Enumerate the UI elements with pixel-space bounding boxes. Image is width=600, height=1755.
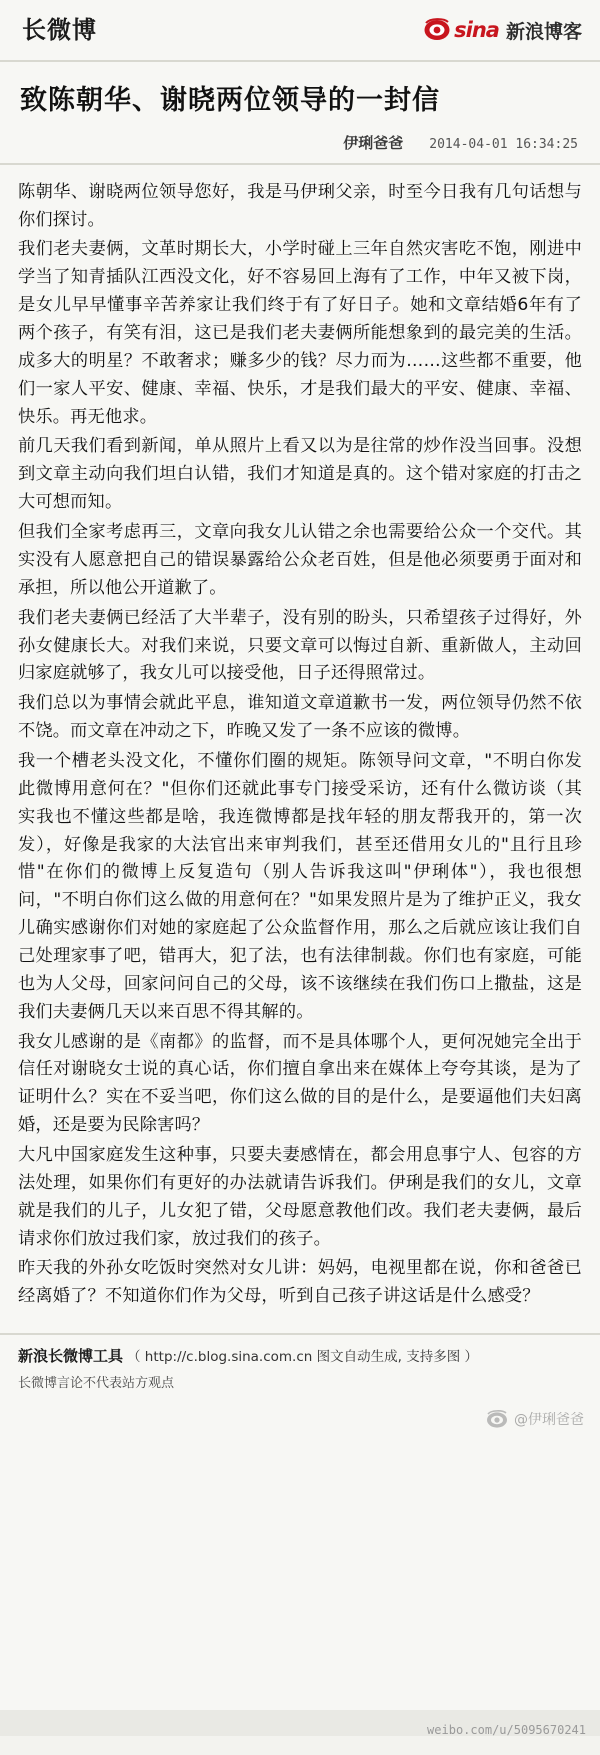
footer-tool-name: 新浪长微博工具 — [18, 1347, 124, 1366]
paragraph: 我女儿感谢的是《南都》的监督，而不是具体哪个人，更何况她完全出于信任对谢晓女士说的真心话，你们擅自拿出来在媒体上夸夸其谈，是为了证明什么？实在不妥当吧，你们这么做的目的是什么，是要逼他们夫妇离婚，还是要为民除害吗？ — [18, 1031, 582, 1136]
footer-disclaimer: 长微博言论不代表站方观点 — [18, 1376, 175, 1392]
watermark-username: @伊琍爸爸 — [514, 1412, 584, 1429]
paragraph: 前几天我们看到新闻，单从照片上看又以为是往常的炒作没当回事。没想到文章主动向我们坦白认错，我们才知道是真的。这个错对家庭的打击之大可想而知。 — [18, 436, 582, 513]
sina-blog-label: 新浪博客 — [505, 20, 582, 43]
paragraph: 昨天我的外孙女吃饭时突然对女儿讲：妈妈，电视里都在说，你和爸爸已经离婚了？不知道你们作为父母，听到自己孩子讲这话是什么感受？ — [18, 1258, 582, 1307]
card-header — [0, 0, 600, 62]
paragraph: 我们老夫妻俩，文革时期长大，小学时碰上三年自然灾害吃不饱，刚进中学当了知青插队江西没文化，好不容易回上海有了工作，中年又被下岗，是女儿早早懂事辛苦养家让我们终于有了好日子。她和文章结婚6年有了两个孩子，有笑有泪，这已是我们老夫妻俩所能想象到的最完美的生活。成多大的明星？不敢奢求；赚多少的钱？尽力而为……这些都不重要，他们一家人平安、健康、幸福、快乐，才是我们最大的平安、健康、幸福、快乐。再无他求。 — [18, 239, 582, 427]
paragraph: 我们老夫妻俩已经活了大半辈子，没有别的盼头，只希望孩子过得好，外孙女健康长大。对我们来说，只要文章可以悔过自新、重新做人，主动回归家庭就够了，我女儿可以接受他，日子还得照常过。 — [18, 607, 582, 684]
paragraph: 陈朝华、谢晓两位领导您好，我是马伊琍父亲，时至今日我有几句话想与你们探讨。 — [18, 181, 582, 230]
title-section — [0, 62, 600, 124]
paragraph: 大凡中国家庭发生这种事，只要夫妻感情在，都会用息事宁人、包容的方法处理，如果你们有更好的办法就请告诉我们。伊琍是我们的女儿，文章就是我们的儿子，儿女犯了错，父母愿意教他们改。我们老夫妻俩，最后请求你们放过我们家，放过我们的孩子。 — [18, 1144, 582, 1249]
weibo-eye-icon — [486, 1410, 508, 1428]
watermark-strip — [0, 1395, 600, 1437]
card-footer — [0, 1333, 600, 1395]
article-date: 2014-04-01 16:34:25 — [429, 136, 578, 152]
article-author: 伊琍爸爸 — [343, 133, 404, 152]
article-body — [0, 165, 600, 1323]
sina-wordmark: sina — [454, 18, 499, 42]
brand-long-weibo: 长微博 — [22, 16, 97, 44]
sina-blog-brand — [424, 17, 582, 44]
paragraph: 我一个槽老头没文化，不懂你们圈的规矩。陈领导问文章，"不明白你发此微博用意何在？"但你们还就此事专门接受采访，还有什么微访谈（其实我也不懂这些都是啥，我连微博都是找年轻的朋友帮我开的，第一次发），好像是我家的大法官出来审判我们，甚至还借用女儿的"且行且珍惜"在你们的微博上反复造句（别人告诉我这叫"伊琍体"），我也很想问，"不明白你们这么做的用意何在？"如果发照片是为了维护正义，我女儿确实感谢你们对她的家庭起了公众监督作用，那么之后就应该让我们自己处理家事了吧，错再大，犯了法，也有法律制裁。你们也有家庭，可能也为人父母，回家问问自己的父母，该不该继续在我们伤口上撒盐，这是我们夫妻俩几天以来百思不得其解的。 — [18, 750, 582, 1022]
sina-eye-icon — [424, 18, 450, 42]
sina-logo — [424, 18, 499, 42]
paragraph: 但我们全家考虑再三，文章向我女儿认错之余也需要给公众一个交代。其实没有人愿意把自己的错误暴露给公众老百姓，但是他必须要勇于面对和承担，所以他公开道歉了。 — [18, 522, 582, 598]
bottom-bar — [0, 1710, 600, 1736]
bottom-url: weibo.com/u/5095670241 — [427, 1723, 586, 1737]
watermark-badge — [486, 1409, 584, 1429]
paragraph: 我们总以为事情会就此平息，谁知道文章道歉书一发，两位领导仍然不依不饶。而文章在冲动之下，昨晚又发了一条不应该的微博。 — [18, 693, 582, 742]
footer-tool-note: （ http://c.blog.sina.com.cn 图文自动生成, 支持多图 ） — [127, 1349, 478, 1366]
page-title: 致陈朝华、谢晓两位领导的一封信 — [20, 85, 440, 116]
footer-tool-row — [18, 1345, 582, 1366]
article-meta — [0, 124, 600, 165]
